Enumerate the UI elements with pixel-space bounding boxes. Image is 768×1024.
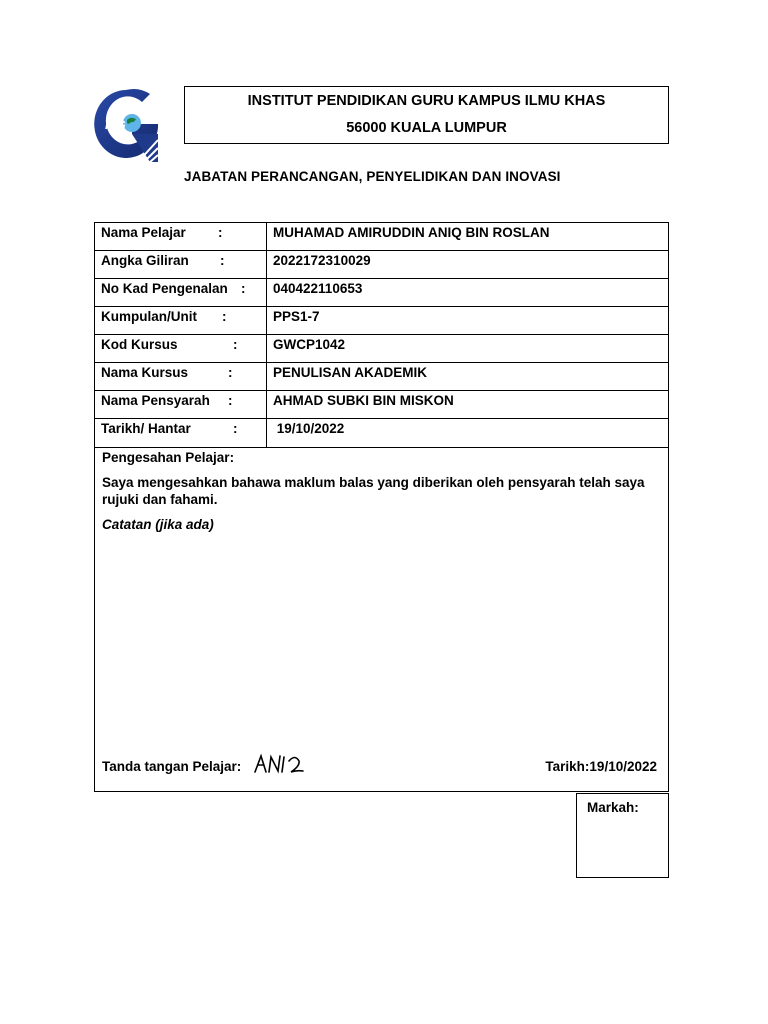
table-row bbox=[95, 335, 668, 363]
row-label-cell bbox=[95, 335, 267, 362]
table-row bbox=[95, 363, 668, 391]
row-label-cell bbox=[95, 251, 267, 278]
marks-box bbox=[576, 793, 669, 878]
table-row bbox=[95, 391, 668, 419]
row-label: No Kad Pengenalan bbox=[101, 281, 228, 296]
row-label: Kumpulan/Unit bbox=[101, 309, 197, 324]
row-label-cell bbox=[95, 307, 267, 334]
marks-label: Markah: bbox=[587, 800, 639, 815]
table-row bbox=[95, 307, 668, 335]
row-colon: : bbox=[222, 309, 227, 324]
institution-name: INSTITUT PENDIDIKAN GURU KAMPUS ILMU KHAS bbox=[247, 93, 606, 109]
row-colon: : bbox=[218, 225, 223, 240]
row-colon: : bbox=[233, 337, 238, 352]
institution-header bbox=[184, 86, 669, 144]
institution-address: 56000 KUALA LUMPUR bbox=[346, 120, 507, 136]
row-value: GWCP1042 bbox=[273, 337, 346, 352]
ipg-logo bbox=[92, 88, 160, 162]
row-label: Nama Kursus bbox=[101, 365, 189, 380]
row-label: Angka Giliran bbox=[101, 253, 189, 268]
student-info-table bbox=[94, 222, 669, 448]
row-label-cell bbox=[95, 279, 267, 306]
row-label: Kod Kursus bbox=[101, 337, 178, 352]
row-value: 19/10/2022 bbox=[273, 421, 345, 436]
table-row bbox=[95, 251, 668, 279]
row-label: Nama Pelajar bbox=[101, 225, 186, 240]
row-colon: : bbox=[233, 421, 238, 436]
confirmation-statement: Saya mengesahkan bahawa maklum balas yang diberikan oleh pensyarah telah saya rujuki dan fahami. bbox=[102, 475, 645, 507]
table-row bbox=[95, 223, 668, 251]
notes-label: Catatan (jika ada) bbox=[102, 517, 214, 532]
row-value: PPS1-7 bbox=[273, 309, 320, 324]
logo-text: IPG bbox=[105, 118, 126, 132]
row-label: Tarikh/ Hantar bbox=[101, 421, 191, 436]
department-title: JABATAN PERANCANGAN, PENYELIDIKAN DAN INOVASI bbox=[184, 169, 561, 184]
row-colon: : bbox=[220, 253, 225, 268]
row-value: MUHAMAD AMIRUDDIN ANIQ BIN ROSLAN bbox=[273, 225, 550, 240]
row-value: AHMAD SUBKI BIN MISKON bbox=[273, 393, 454, 408]
table-row bbox=[95, 419, 668, 447]
student-confirmation-box bbox=[94, 447, 669, 792]
signature-label: Tanda tangan Pelajar: bbox=[102, 759, 242, 774]
row-label-cell bbox=[95, 223, 267, 250]
row-value: PENULISAN AKADEMIK bbox=[273, 365, 428, 380]
row-colon: : bbox=[241, 281, 246, 296]
signature-date: Tarikh:19/10/2022 bbox=[545, 759, 657, 774]
student-signature bbox=[253, 753, 305, 775]
row-value: 2022172310029 bbox=[273, 253, 371, 268]
confirmation-title: Pengesahan Pelajar: bbox=[102, 450, 235, 465]
row-label: Nama Pensyarah bbox=[101, 393, 210, 408]
table-row bbox=[95, 279, 668, 307]
row-colon: : bbox=[228, 365, 233, 380]
row-label-cell bbox=[95, 419, 267, 447]
row-label-cell bbox=[95, 391, 267, 418]
row-colon: : bbox=[228, 393, 233, 408]
row-label-cell bbox=[95, 363, 267, 390]
row-value: 040422110653 bbox=[273, 281, 363, 296]
